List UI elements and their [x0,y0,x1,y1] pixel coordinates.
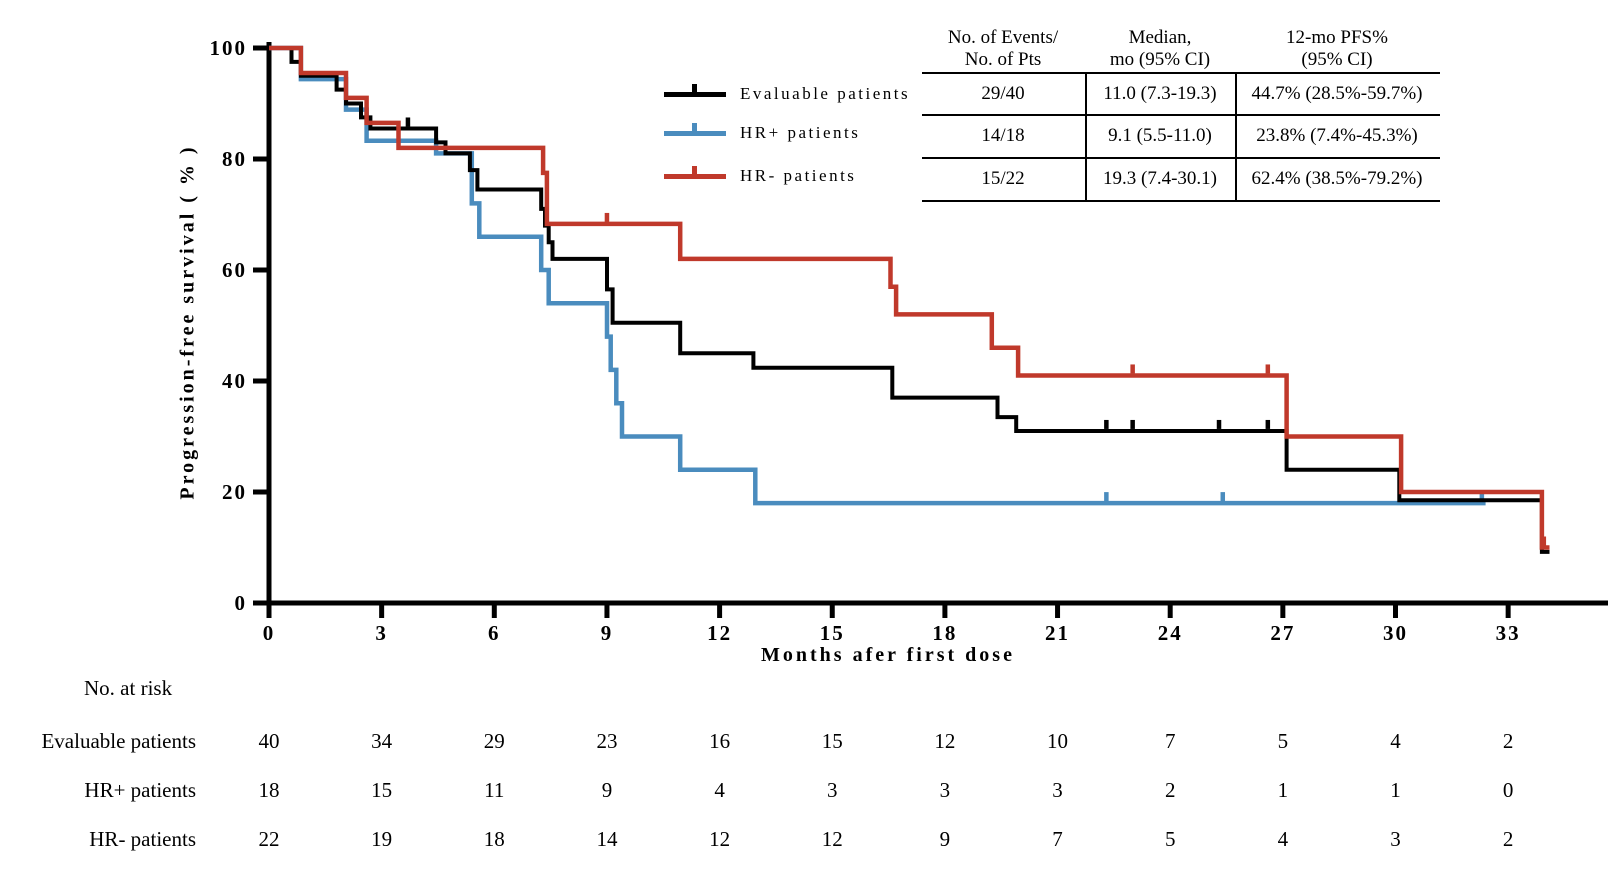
risk-row-hr-negative [0,825,1618,853]
stats-col-header-median [1075,27,1245,71]
risk-count: 12 [709,827,731,851]
x-tick-label: 3 [375,621,388,645]
y-tick-label: 60 [222,258,247,282]
x-tick-label: 12 [707,621,733,645]
risk-count: 1 [1277,778,1289,802]
risk-count: 4 [714,778,725,802]
legend-key-line [664,174,726,179]
x-tick-label: 27 [1270,621,1296,645]
stats-cell-events: 14/18 [981,125,1025,146]
risk-count: 34 [371,729,393,753]
legend-label: HR- patients [740,166,857,185]
risk-count: 40 [258,729,280,753]
stats-col-header-events [913,27,1093,71]
y-tick-label: 0 [234,591,247,615]
y-tick-label: 100 [209,36,247,60]
x-tick-label: 9 [600,621,614,645]
risk-count: 12 [934,729,956,753]
risk-count: 12 [821,827,843,851]
stats-cell-median: 19.3 (7.4-30.1) [1103,168,1217,189]
legend-item-hr-negative [664,165,856,187]
x-tick-label: 18 [932,621,958,645]
risk-count: 3 [939,778,951,802]
survival-curve-hr-patients [269,48,1550,548]
risk-count: 2 [1502,729,1514,753]
table-rule [922,200,1440,202]
stats-cell-pfs: 62.4% (38.5%-79.2%) [1251,168,1423,189]
risk-count: 11 [484,778,505,802]
stats-cell-median: 11.0 (7.3-19.3) [1103,83,1217,104]
risk-count: 15 [371,778,393,802]
risk-count: 14 [596,827,618,851]
x-axis-title: Months afer first dose [761,644,1015,666]
stats-cell-median: 9.1 (5.5-11.0) [1108,125,1212,146]
header-line: No. of Events/ [947,27,1059,48]
risk-count: 9 [939,827,951,851]
risk-row-hr-positive [0,776,1618,804]
stats-col-header-pfs [1227,27,1447,71]
legend-label: HR+ patients [740,123,861,142]
risk-count: 23 [596,729,618,753]
table-rule [922,157,1440,159]
risk-count: 3 [1390,827,1401,851]
risk-count: 3 [827,778,838,802]
legend-key-line [664,131,726,136]
header-line: Median, [1128,27,1192,48]
x-tick-label: 33 [1495,621,1521,645]
table-rule [922,114,1440,116]
risk-count: 3 [1052,778,1063,802]
risk-count: 7 [1164,729,1176,753]
header-line: (95% CI) [1301,49,1373,70]
risk-row-label: Evaluable patients [41,729,196,753]
header-line: No. of Pts [964,49,1042,70]
legend-item-hr-positive [664,122,860,144]
risk-count: 2 [1502,827,1514,851]
risk-count: 4 [1390,729,1401,753]
risk-count: 18 [258,778,280,802]
stats-cell-pfs: 23.8% (7.4%-45.3%) [1256,125,1418,146]
risk-count: 5 [1164,827,1176,851]
x-tick-label: 24 [1157,621,1183,645]
risk-count: 5 [1277,729,1289,753]
risk-count: 22 [258,827,280,851]
x-tick-label: 15 [819,621,845,645]
risk-count: 1 [1390,778,1401,802]
risk-count: 18 [483,827,505,851]
stats-cell-events: 29/40 [981,83,1025,104]
risk-count: 29 [483,729,505,753]
risk-count: 7 [1052,827,1063,851]
risk-count: 19 [371,827,393,851]
censor-tick-icon [692,84,697,93]
risk-count: 16 [709,729,731,753]
y-tick-label: 40 [222,369,247,393]
y-axis-title: Progression-free survival ( % ) [176,144,199,500]
risk-count: 10 [1047,729,1069,753]
stats-cell-pfs: 44.7% (28.5%-59.7%) [1251,83,1423,104]
header-line: 12-mo PFS% [1286,27,1388,48]
x-tick-label: 30 [1383,621,1408,645]
stats-cell-events: 15/22 [981,168,1025,189]
risk-count: 4 [1277,827,1289,851]
risk-row-label: HR- patients [89,827,196,851]
risk-count: 15 [821,729,843,753]
risk-row-label: HR+ patients [84,778,196,802]
x-tick-label: 6 [488,621,501,645]
risk-table-title: No. at risk [84,676,173,700]
risk-count: 2 [1164,778,1176,802]
risk-count: 9 [601,778,613,802]
legend-item-evaluable [664,83,910,105]
header-line: mo (95% CI) [1109,49,1211,70]
censor-tick-icon [692,123,697,132]
legend-key-line [664,92,726,97]
risk-row-evaluable [0,727,1618,755]
y-tick-label: 80 [222,147,247,171]
x-tick-label: 0 [262,621,276,645]
x-tick-label: 21 [1045,621,1071,645]
y-tick-label: 20 [222,480,247,504]
risk-count: 0 [1502,778,1514,802]
legend-label: Evaluable patients [740,84,911,103]
table-rule [922,72,1440,74]
censor-tick-icon [692,166,697,175]
